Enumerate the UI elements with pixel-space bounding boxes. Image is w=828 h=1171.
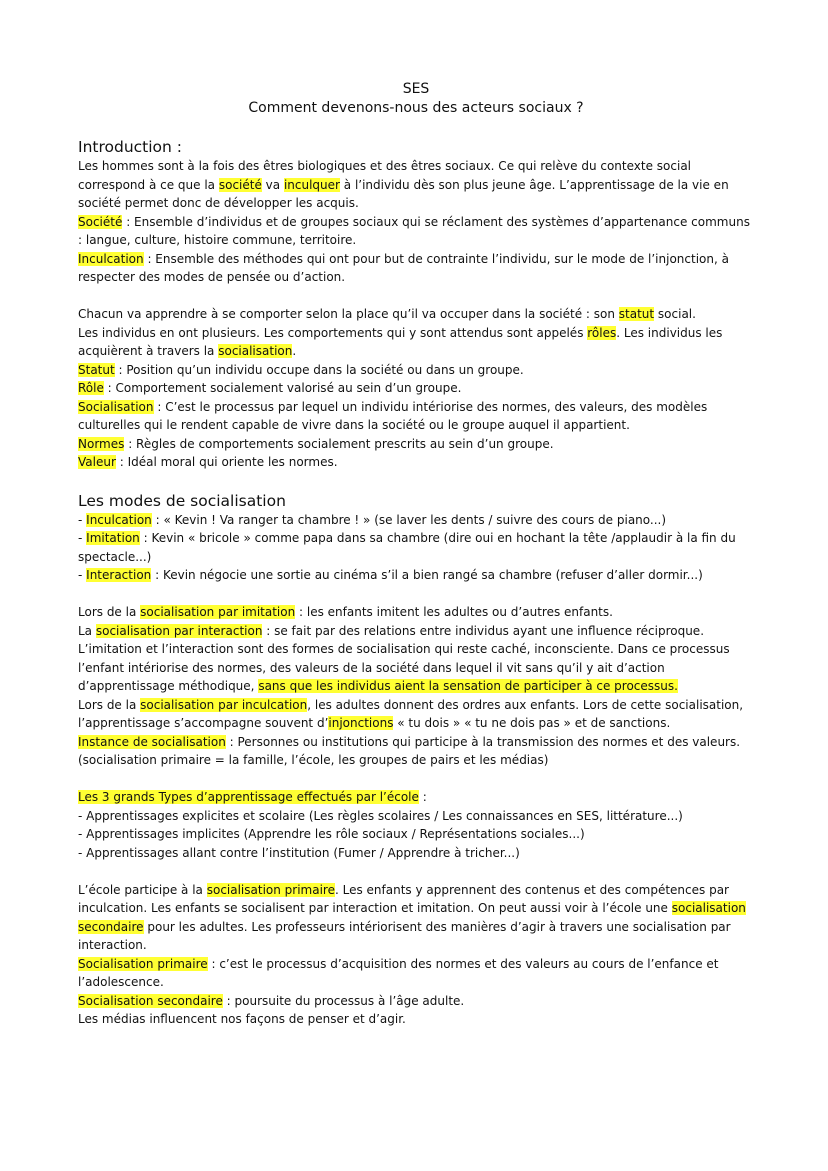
text-run: : Règles de comportements socialement prescrits au sein d’un groupe. <box>124 436 554 451</box>
text-run: : C’est le processus par lequel un individu intériorise des normes, des valeurs, des modèles culturelles qui le rendent capable de vivre dans la société ou le groupe auquel il appartient. <box>78 399 708 432</box>
paragraph <box>78 733 754 770</box>
highlighted-term: rôles <box>587 325 617 340</box>
text-run: Lors de la <box>78 697 141 712</box>
paragraph <box>78 157 754 213</box>
paragraph-gap <box>78 862 754 881</box>
text-run: à l’individu dès son plus jeune âge. L’apprentissage de la vie en société permet donc de développer les acquis. <box>78 177 729 210</box>
text-run: . Les enfants y apprennent des contenus et des compétences par inculcation. Les enfants se socialisent par interaction et imitation. On peut aussi voir à l’école une <box>78 882 729 915</box>
paragraph <box>78 603 754 622</box>
text-run: : les enfants imitent les adultes ou d’autres enfants. <box>295 605 613 619</box>
text-run: : c’est le processus d’acquisition des normes et des valeurs au cours de l’enfance et l’adolescence. <box>78 956 719 989</box>
text-run: : Personnes ou institutions qui participe à la transmission des normes et des valeurs. (socialisation primaire = la famille, l’école, les groupes de pairs et les médias) <box>78 734 741 767</box>
text-run: : Kevin « bricole » comme papa dans sa chambre (dire oui en hochant la tête /applaudir à la fin du spectacle...) <box>78 531 736 564</box>
paragraph <box>78 696 754 733</box>
document-body <box>78 157 754 1029</box>
paragraph <box>78 622 754 641</box>
text-run: : <box>418 790 427 804</box>
text-run: - Apprentissages implicites (Apprendre les rôle sociaux / Représentations sociales...) <box>78 827 585 841</box>
text-run: Lors de la <box>78 605 141 619</box>
text-run: : Ensemble d’individus et de groupes sociaux qui se réclament des systèmes d’appartenance communs : langue, culture, histoire commune, territoire. <box>78 214 750 247</box>
text-run: : Ensemble des méthodes qui ont pour but de contrainte l’individu, sur le mode de l’injonction, à respecter des modes de pensée ou d’action. <box>78 251 729 284</box>
text-run: : « Kevin ! Va ranger ta chambre ! » (se laver les dents / suivre des cours de piano...) <box>151 512 667 527</box>
highlighted-term: socialisation <box>218 344 293 358</box>
text-run: Chacun va apprendre à se comporter selon la place qu’il va occuper dans la société : son <box>78 307 619 321</box>
text-run: - <box>78 512 87 527</box>
intro-heading: Introduction : <box>78 138 183 156</box>
text-run: - Apprentissages allant contre l’institution (Fumer / Apprendre à tricher...) <box>78 845 520 860</box>
text-run: - Apprentissages explicites et scolaire (Les règles scolaires / Les connaissances en SES, littérature...) <box>78 808 683 823</box>
text-run: Les hommes sont à la fois des êtres biologiques et des êtres sociaux. Ce qui relève du contexte social correspond à ce que la <box>78 159 692 192</box>
highlighted-term: socialisation par imitation <box>140 605 296 619</box>
text-run: pour les adultes. Les professeurs intériorisent des manières d’agir à travers une socialisation par interaction. <box>78 919 731 952</box>
paragraph <box>78 825 754 844</box>
text-run: : Position qu’un individu occupe dans la société ou dans un groupe. <box>114 362 524 377</box>
text-run: La <box>78 623 96 638</box>
highlighted-term: Inculcation <box>78 251 144 266</box>
highlighted-term: Société <box>78 214 123 229</box>
paragraph <box>78 844 754 863</box>
doc-title: Comment devenons-nous des acteurs sociaux ? <box>248 100 584 116</box>
text-run: L’école participe à la <box>78 882 207 897</box>
highlighted-term: société <box>218 177 262 192</box>
paragraph <box>78 566 754 585</box>
highlighted-term: Inculcation <box>86 512 152 527</box>
text-run: Les médias influencent nos façons de penser et d’agir. <box>78 1012 406 1026</box>
document-page <box>78 80 754 1029</box>
text-run: : Idéal moral qui oriente les normes. <box>115 455 338 469</box>
paragraph <box>78 379 754 398</box>
paragraph <box>78 435 754 454</box>
text-run: : Kevin négocie une sortie au cinéma s’il a bien rangé sa chambre (refuser d’aller dormir...) <box>151 568 703 582</box>
text-run: va <box>261 177 284 192</box>
highlighted-term: socialisation secondaire <box>78 901 746 934</box>
modes-heading: Les modes de socialisation <box>78 491 286 510</box>
highlighted-term: Rôle <box>78 381 104 395</box>
text-run: social. <box>654 307 696 321</box>
paragraph-gap <box>78 287 754 306</box>
paragraph <box>78 992 754 1011</box>
text-run: - <box>78 531 87 545</box>
text-run: : se fait par des relations entre individus ayant une influence réciproque. <box>262 623 705 638</box>
highlighted-term: Les 3 grands Types d’apprentissage effectués par l’école <box>78 790 419 804</box>
highlighted-term: socialisation par interaction <box>95 623 263 638</box>
text-run: L’imitation et l’interaction sont des formes de socialisation qui reste caché, inconsciente. Dans ce processus l’enfant intériorise des normes, des valeurs de la société dans lequel il vit sans qu’il y ait d’action d’apprentissage méthodique, <box>78 642 730 693</box>
paragraph <box>78 511 754 530</box>
paragraph <box>78 881 754 955</box>
highlighted-term: Socialisation primaire <box>78 956 208 971</box>
highlighted-term: Statut <box>78 362 115 377</box>
text-run: - <box>78 568 87 582</box>
highlighted-term: Socialisation <box>78 399 154 414</box>
highlighted-term: injonctions <box>328 716 394 730</box>
paragraph-gap <box>78 770 754 789</box>
text-run: Les individus en ont plusieurs. Les comportements qui y sont attendus sont appelés <box>78 325 588 340</box>
text-run: : Comportement socialement valorisé au sein d’un groupe. <box>103 381 462 395</box>
text-run: : poursuite du processus à l’âge adulte. <box>222 993 465 1008</box>
paragraph <box>78 250 754 287</box>
paragraph-gap <box>78 585 754 604</box>
highlighted-term: Imitation <box>86 531 140 545</box>
paragraph <box>78 398 754 435</box>
highlighted-term: socialisation primaire <box>206 882 335 897</box>
highlighted-term: Normes <box>78 436 125 451</box>
paragraph <box>78 213 754 250</box>
text-run: , les adultes donnent des ordres aux enfants. Lors de cette socialisation, l’apprentissage s’accompagne souvent d’ <box>78 697 744 730</box>
highlighted-term: Valeur <box>78 455 116 469</box>
text-run: . <box>292 344 297 358</box>
paragraph <box>78 788 754 807</box>
highlighted-term: inculquer <box>283 177 340 192</box>
paragraph <box>78 361 754 380</box>
text-run: . Les individus les acquièrent à travers la <box>78 325 723 358</box>
text-run: « tu dois » « tu ne dois pas » et de sanctions. <box>393 716 671 730</box>
paragraph <box>78 955 754 992</box>
paragraph <box>78 453 754 472</box>
paragraph <box>78 807 754 826</box>
doc-title-subject: SES <box>402 81 430 97</box>
highlighted-term: sans que les individus aient la sensation de participer à ce processus. <box>258 679 678 693</box>
highlighted-term: socialisation par inculcation <box>140 697 308 712</box>
highlighted-term: Instance de socialisation <box>78 734 226 749</box>
paragraph <box>78 640 754 696</box>
paragraph <box>78 324 754 361</box>
paragraph <box>78 529 754 566</box>
paragraph <box>78 305 754 324</box>
highlighted-term: Interaction <box>86 568 152 582</box>
highlighted-term: statut <box>618 307 655 321</box>
paragraph <box>78 1010 754 1029</box>
highlighted-term: Socialisation secondaire <box>78 993 223 1008</box>
